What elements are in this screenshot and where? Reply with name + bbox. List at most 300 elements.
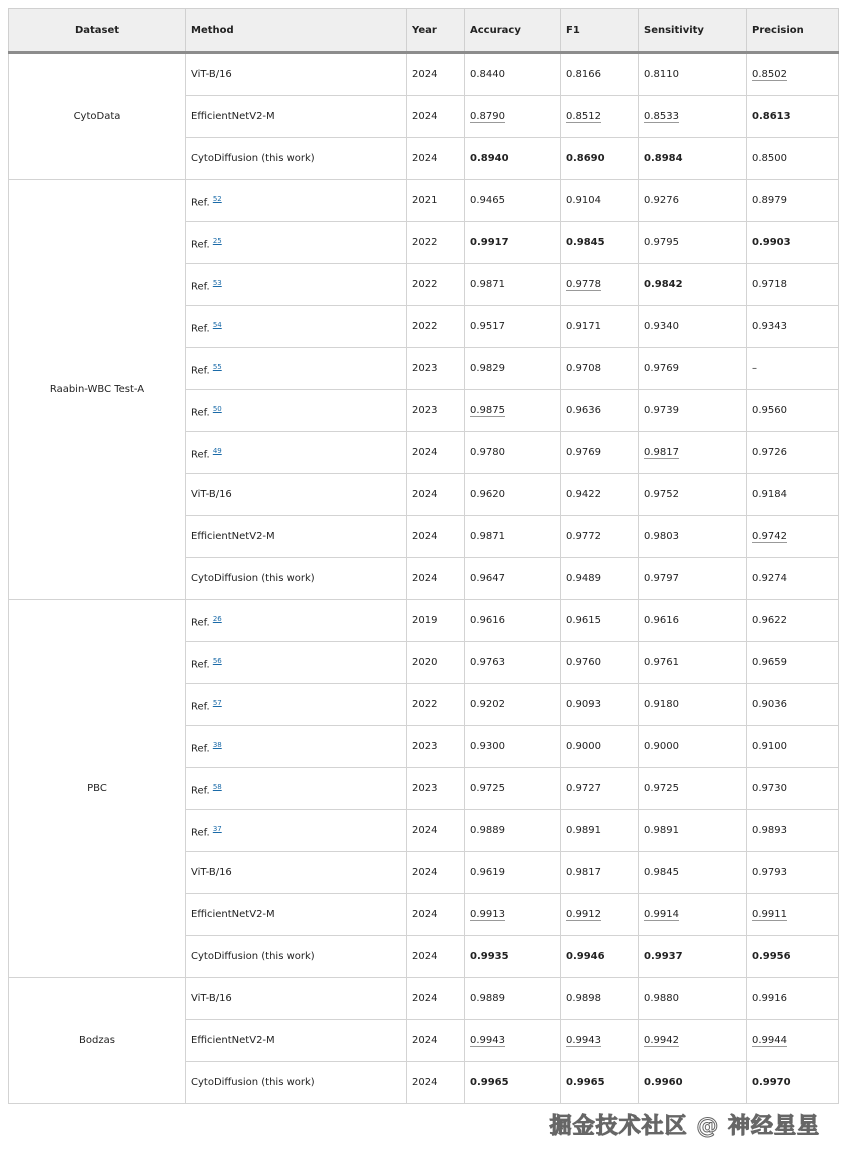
f1-cell — [561, 684, 639, 726]
f1-value: 0.9760 — [566, 657, 601, 668]
method-cell: EfficientNetV2-M — [186, 516, 407, 558]
year-cell: 2024 — [407, 138, 465, 180]
f1-value: 0.9778 — [566, 279, 601, 290]
accuracy-cell — [465, 978, 561, 1020]
ref-label: Ref. — [191, 617, 213, 629]
year-cell: 2024 — [407, 1020, 465, 1062]
method-cell — [186, 768, 407, 810]
sensitivity-cell — [639, 936, 747, 978]
ref-sup — [213, 403, 222, 413]
accuracy-cell — [465, 222, 561, 264]
sensitivity-cell — [639, 138, 747, 180]
precision-value: 0.9726 — [752, 447, 787, 458]
f1-value: 0.8166 — [566, 69, 601, 80]
sensitivity-cell — [639, 852, 747, 894]
f1-cell — [561, 768, 639, 810]
sensitivity-value: 0.9769 — [644, 363, 679, 374]
precision-cell — [747, 726, 839, 768]
ref-sup — [213, 739, 222, 749]
accuracy-value: 0.9725 — [470, 783, 505, 794]
ref-sup — [213, 277, 222, 287]
method-cell — [186, 264, 407, 306]
f1-cell — [561, 180, 639, 222]
precision-value: 0.8979 — [752, 195, 787, 206]
year-cell: 2024 — [407, 558, 465, 600]
f1-value: 0.9817 — [566, 867, 601, 878]
sensitivity-value: 0.9937 — [644, 951, 683, 962]
method-cell: CytoDiffusion (this work) — [186, 138, 407, 180]
precision-value: 0.9560 — [752, 405, 787, 416]
f1-cell — [561, 894, 639, 936]
precision-value: 0.9916 — [752, 993, 787, 1004]
reference-link[interactable]: 49 — [212, 446, 222, 455]
sensitivity-cell — [639, 600, 747, 642]
method-cell — [186, 684, 407, 726]
f1-cell — [561, 642, 639, 684]
precision-value: 0.9893 — [752, 825, 787, 836]
reference-link[interactable]: 56 — [212, 656, 222, 665]
year-cell: 2024 — [407, 852, 465, 894]
accuracy-cell — [465, 810, 561, 852]
precision-value: 0.9718 — [752, 279, 787, 290]
col-precision: Precision — [747, 9, 839, 53]
precision-value: 0.9659 — [752, 657, 787, 668]
method-cell: EfficientNetV2-M — [186, 96, 407, 138]
method-cell: ViT-B/16 — [186, 53, 407, 96]
precision-cell — [747, 96, 839, 138]
col-year: Year — [407, 9, 465, 53]
f1-value: 0.9636 — [566, 405, 601, 416]
accuracy-cell — [465, 726, 561, 768]
table-row — [9, 53, 839, 96]
method-cell — [186, 642, 407, 684]
accuracy-cell — [465, 432, 561, 474]
sensitivity-cell — [639, 432, 747, 474]
accuracy-cell — [465, 684, 561, 726]
year-cell: 2024 — [407, 516, 465, 558]
f1-value: 0.9943 — [566, 1035, 601, 1046]
precision-cell — [747, 348, 839, 390]
accuracy-value: 0.8940 — [470, 153, 509, 164]
year-cell: 2024 — [407, 96, 465, 138]
reference-link[interactable]: 50 — [212, 404, 222, 413]
accuracy-value: 0.9889 — [470, 993, 505, 1004]
f1-value: 0.9772 — [566, 531, 601, 542]
reference-link[interactable]: 37 — [212, 824, 222, 833]
sensitivity-cell — [639, 53, 747, 96]
precision-cell — [747, 684, 839, 726]
sensitivity-value: 0.9000 — [644, 741, 679, 752]
sensitivity-value: 0.9761 — [644, 657, 679, 668]
f1-value: 0.9965 — [566, 1077, 605, 1088]
ref-sup — [213, 613, 222, 623]
f1-cell — [561, 138, 639, 180]
year-cell: 2024 — [407, 432, 465, 474]
ref-label: Ref. — [191, 197, 213, 209]
dataset-cell: CytoData — [9, 53, 186, 180]
sensitivity-cell — [639, 474, 747, 516]
precision-cell — [747, 1062, 839, 1104]
method-cell — [186, 432, 407, 474]
f1-value: 0.9000 — [566, 741, 601, 752]
method-cell — [186, 810, 407, 852]
year-cell: 2023 — [407, 348, 465, 390]
accuracy-value: 0.9829 — [470, 363, 505, 374]
table-row — [9, 180, 839, 222]
ref-label: Ref. — [191, 701, 213, 713]
col-dataset: Dataset — [9, 9, 186, 53]
accuracy-cell — [465, 264, 561, 306]
precision-value: 0.9274 — [752, 573, 787, 584]
reference-link[interactable]: 38 — [212, 740, 222, 749]
ref-sup — [213, 697, 222, 707]
sensitivity-cell — [639, 894, 747, 936]
precision-value: 0.9100 — [752, 741, 787, 752]
f1-value: 0.9912 — [566, 909, 601, 920]
precision-cell — [747, 138, 839, 180]
method-cell: EfficientNetV2-M — [186, 1020, 407, 1062]
accuracy-value: 0.9935 — [470, 951, 509, 962]
accuracy-value: 0.9871 — [470, 531, 505, 542]
precision-value: 0.9944 — [752, 1035, 787, 1046]
sensitivity-value: 0.8110 — [644, 69, 679, 80]
sensitivity-cell — [639, 810, 747, 852]
accuracy-cell — [465, 138, 561, 180]
ref-label: Ref. — [191, 239, 213, 251]
accuracy-cell — [465, 768, 561, 810]
year-cell: 2020 — [407, 642, 465, 684]
precision-cell — [747, 642, 839, 684]
year-cell: 2024 — [407, 978, 465, 1020]
table-row — [9, 978, 839, 1020]
accuracy-value: 0.9780 — [470, 447, 505, 458]
precision-cell — [747, 222, 839, 264]
precision-cell — [747, 852, 839, 894]
sensitivity-value: 0.9942 — [644, 1035, 679, 1046]
sensitivity-value: 0.8984 — [644, 153, 683, 164]
reference-link[interactable]: 57 — [212, 698, 222, 707]
col-method: Method — [186, 9, 407, 53]
accuracy-value: 0.9943 — [470, 1035, 505, 1046]
sensitivity-value: 0.9797 — [644, 573, 679, 584]
col-sensitivity: Sensitivity — [639, 9, 747, 53]
watermark: 掘金技术社区 @ 神经星星 — [549, 1114, 820, 1139]
sensitivity-value: 0.9795 — [644, 237, 679, 248]
f1-value: 0.9946 — [566, 951, 605, 962]
dataset-cell: PBC — [9, 600, 186, 978]
method-cell: CytoDiffusion (this work) — [186, 1062, 407, 1104]
f1-value: 0.9489 — [566, 573, 601, 584]
f1-cell — [561, 390, 639, 432]
precision-cell — [747, 53, 839, 96]
f1-value: 0.9093 — [566, 699, 601, 710]
precision-value: 0.9793 — [752, 867, 787, 878]
precision-value: 0.9622 — [752, 615, 787, 626]
precision-cell — [747, 264, 839, 306]
dataset-cell: Raabin-WBC Test-A — [9, 180, 186, 600]
sensitivity-cell — [639, 642, 747, 684]
method-cell — [186, 600, 407, 642]
precision-cell — [747, 978, 839, 1020]
precision-cell — [747, 474, 839, 516]
year-cell: 2023 — [407, 390, 465, 432]
ref-label: Ref. — [191, 365, 213, 377]
reference-link[interactable]: 58 — [212, 782, 222, 791]
accuracy-cell — [465, 894, 561, 936]
accuracy-cell — [465, 1062, 561, 1104]
precision-value: 0.8500 — [752, 153, 787, 164]
ref-label: Ref. — [191, 827, 213, 839]
f1-value: 0.9171 — [566, 321, 601, 332]
method-cell — [186, 348, 407, 390]
year-cell: 2024 — [407, 53, 465, 96]
sensitivity-cell — [639, 180, 747, 222]
precision-cell — [747, 516, 839, 558]
precision-value: 0.9970 — [752, 1077, 791, 1088]
year-cell: 2024 — [407, 936, 465, 978]
year-cell: 2022 — [407, 684, 465, 726]
accuracy-value: 0.9619 — [470, 867, 505, 878]
f1-value: 0.9727 — [566, 783, 601, 794]
ref-sup — [213, 193, 222, 203]
year-cell: 2024 — [407, 894, 465, 936]
ref-sup — [213, 445, 222, 455]
f1-cell — [561, 810, 639, 852]
method-cell: CytoDiffusion (this work) — [186, 558, 407, 600]
reference-link[interactable]: 54 — [212, 320, 222, 329]
accuracy-value: 0.9763 — [470, 657, 505, 668]
sensitivity-value: 0.9817 — [644, 447, 679, 458]
ref-label: Ref. — [191, 743, 213, 755]
reference-link[interactable]: 55 — [212, 362, 222, 371]
f1-cell — [561, 1062, 639, 1104]
table-body — [9, 53, 839, 1104]
precision-value: 0.9903 — [752, 237, 791, 248]
year-cell: 2024 — [407, 1062, 465, 1104]
f1-value: 0.9898 — [566, 993, 601, 1004]
f1-cell — [561, 432, 639, 474]
accuracy-cell — [465, 180, 561, 222]
method-cell — [186, 222, 407, 264]
sensitivity-value: 0.9725 — [644, 783, 679, 794]
accuracy-cell — [465, 558, 561, 600]
accuracy-value: 0.9871 — [470, 279, 505, 290]
accuracy-value: 0.9517 — [470, 321, 505, 332]
accuracy-value: 0.9616 — [470, 615, 505, 626]
sensitivity-cell — [639, 390, 747, 432]
ref-sup — [213, 361, 222, 371]
f1-value: 0.9615 — [566, 615, 601, 626]
f1-cell — [561, 96, 639, 138]
accuracy-value: 0.9889 — [470, 825, 505, 836]
precision-value: 0.9184 — [752, 489, 787, 500]
precision-cell — [747, 936, 839, 978]
sensitivity-value: 0.9891 — [644, 825, 679, 836]
table-row — [9, 600, 839, 642]
ref-label: Ref. — [191, 323, 213, 335]
f1-cell — [561, 1020, 639, 1062]
sensitivity-value: 0.9276 — [644, 195, 679, 206]
sensitivity-value: 0.9842 — [644, 279, 683, 290]
f1-value: 0.9422 — [566, 489, 601, 500]
ref-sup — [213, 781, 222, 791]
precision-cell — [747, 600, 839, 642]
sensitivity-cell — [639, 348, 747, 390]
sensitivity-cell — [639, 222, 747, 264]
reference-link[interactable]: 26 — [212, 614, 222, 623]
accuracy-cell — [465, 306, 561, 348]
ref-label: Ref. — [191, 659, 213, 671]
precision-value: 0.9956 — [752, 951, 791, 962]
method-cell — [186, 180, 407, 222]
sensitivity-cell — [639, 768, 747, 810]
precision-value: 0.9911 — [752, 909, 787, 920]
f1-cell — [561, 306, 639, 348]
method-cell — [186, 306, 407, 348]
precision-cell — [747, 894, 839, 936]
method-cell: CytoDiffusion (this work) — [186, 936, 407, 978]
precision-cell — [747, 180, 839, 222]
accuracy-cell — [465, 516, 561, 558]
accuracy-cell — [465, 390, 561, 432]
f1-value: 0.9891 — [566, 825, 601, 836]
sensitivity-value: 0.9180 — [644, 699, 679, 710]
f1-value: 0.9769 — [566, 447, 601, 458]
col-f1: F1 — [561, 9, 639, 53]
sensitivity-cell — [639, 684, 747, 726]
results-table — [8, 8, 839, 1104]
reference-link[interactable]: 25 — [212, 236, 222, 245]
accuracy-value: 0.9875 — [470, 405, 505, 416]
precision-value: 0.8502 — [752, 69, 787, 80]
col-accuracy: Accuracy — [465, 9, 561, 53]
ref-label: Ref. — [191, 407, 213, 419]
accuracy-cell — [465, 53, 561, 96]
sensitivity-cell — [639, 96, 747, 138]
precision-cell — [747, 306, 839, 348]
year-cell: 2019 — [407, 600, 465, 642]
accuracy-value: 0.9202 — [470, 699, 505, 710]
accuracy-value: 0.9647 — [470, 573, 505, 584]
sensitivity-value: 0.8533 — [644, 111, 679, 122]
accuracy-cell — [465, 1020, 561, 1062]
header-row — [9, 9, 839, 53]
method-cell — [186, 726, 407, 768]
sensitivity-value: 0.9880 — [644, 993, 679, 1004]
f1-cell — [561, 222, 639, 264]
accuracy-cell — [465, 642, 561, 684]
precision-cell — [747, 810, 839, 852]
sensitivity-value: 0.9914 — [644, 909, 679, 920]
year-cell: 2022 — [407, 306, 465, 348]
f1-value: 0.9708 — [566, 363, 601, 374]
precision-cell — [747, 432, 839, 474]
sensitivity-cell — [639, 516, 747, 558]
precision-cell — [747, 1020, 839, 1062]
sensitivity-value: 0.9616 — [644, 615, 679, 626]
reference-link[interactable]: 52 — [212, 194, 222, 203]
f1-value: 0.9845 — [566, 237, 605, 248]
accuracy-cell — [465, 936, 561, 978]
ref-sup — [213, 655, 222, 665]
method-cell: ViT-B/16 — [186, 474, 407, 516]
precision-value: 0.9343 — [752, 321, 787, 332]
precision-value: 0.9036 — [752, 699, 787, 710]
f1-cell — [561, 852, 639, 894]
f1-value: 0.8512 — [566, 111, 601, 122]
f1-cell — [561, 726, 639, 768]
sensitivity-value: 0.9960 — [644, 1077, 683, 1088]
f1-cell — [561, 936, 639, 978]
sensitivity-value: 0.9845 — [644, 867, 679, 878]
precision-cell — [747, 768, 839, 810]
ref-label: Ref. — [191, 281, 213, 293]
method-cell: ViT-B/16 — [186, 852, 407, 894]
precision-value: 0.9730 — [752, 783, 787, 794]
accuracy-value: 0.8790 — [470, 111, 505, 122]
sensitivity-cell — [639, 1062, 747, 1104]
f1-cell — [561, 53, 639, 96]
method-cell: ViT-B/16 — [186, 978, 407, 1020]
precision-value: – — [752, 363, 757, 374]
year-cell: 2022 — [407, 264, 465, 306]
sensitivity-value: 0.9803 — [644, 531, 679, 542]
accuracy-cell — [465, 348, 561, 390]
f1-value: 0.8690 — [566, 153, 605, 164]
sensitivity-value: 0.9752 — [644, 489, 679, 500]
accuracy-value: 0.9465 — [470, 195, 505, 206]
sensitivity-cell — [639, 726, 747, 768]
sensitivity-cell — [639, 264, 747, 306]
f1-cell — [561, 600, 639, 642]
sensitivity-value: 0.9340 — [644, 321, 679, 332]
method-cell — [186, 390, 407, 432]
accuracy-value: 0.9300 — [470, 741, 505, 752]
ref-label: Ref. — [191, 785, 213, 797]
year-cell: 2022 — [407, 222, 465, 264]
year-cell: 2023 — [407, 768, 465, 810]
year-cell: 2024 — [407, 810, 465, 852]
year-cell: 2023 — [407, 726, 465, 768]
precision-value: 0.9742 — [752, 531, 787, 542]
sensitivity-cell — [639, 306, 747, 348]
sensitivity-cell — [639, 558, 747, 600]
precision-cell — [747, 558, 839, 600]
precision-cell — [747, 390, 839, 432]
sensitivity-cell — [639, 1020, 747, 1062]
ref-sup — [213, 823, 222, 833]
year-cell: 2021 — [407, 180, 465, 222]
accuracy-value: 0.8440 — [470, 69, 505, 80]
f1-cell — [561, 558, 639, 600]
reference-link[interactable]: 53 — [212, 278, 222, 287]
accuracy-cell — [465, 600, 561, 642]
ref-sup — [213, 235, 222, 245]
accuracy-value: 0.9913 — [470, 909, 505, 920]
accuracy-value: 0.9965 — [470, 1077, 509, 1088]
dataset-cell: Bodzas — [9, 978, 186, 1104]
accuracy-value: 0.9620 — [470, 489, 505, 500]
ref-sup — [213, 319, 222, 329]
precision-value: 0.8613 — [752, 111, 791, 122]
f1-cell — [561, 264, 639, 306]
accuracy-cell — [465, 852, 561, 894]
f1-cell — [561, 978, 639, 1020]
accuracy-cell — [465, 474, 561, 516]
f1-value: 0.9104 — [566, 195, 601, 206]
year-cell: 2024 — [407, 474, 465, 516]
sensitivity-cell — [639, 978, 747, 1020]
